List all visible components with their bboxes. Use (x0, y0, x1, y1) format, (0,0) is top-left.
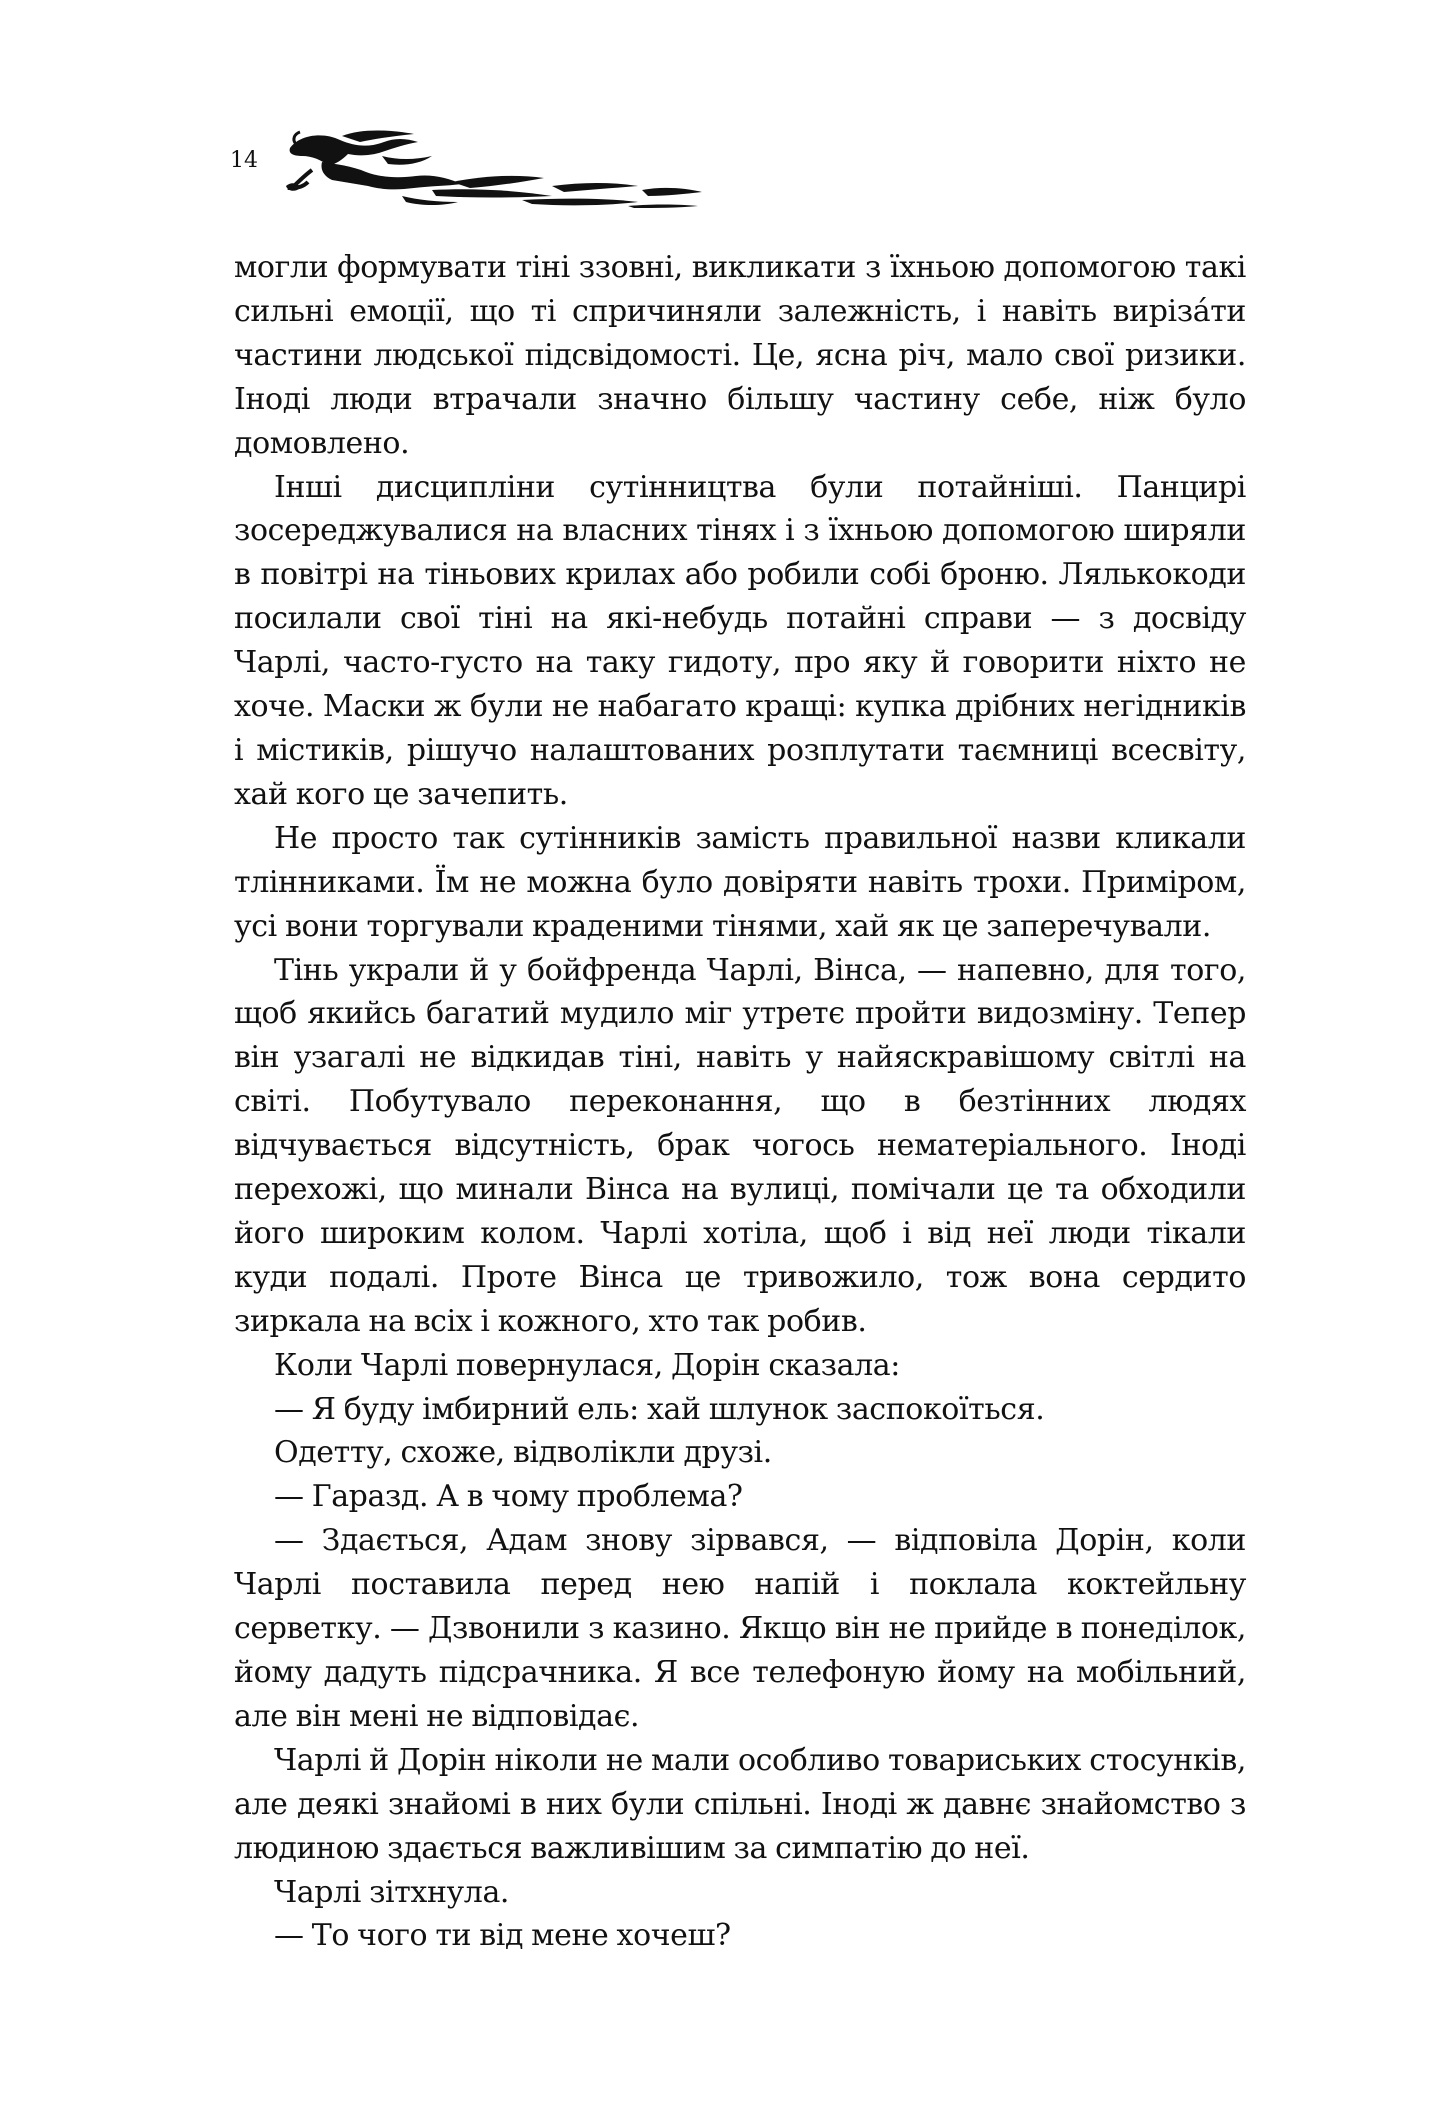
page-number: 14 (230, 148, 258, 173)
paragraph: Коли Чарлі повернулася, Дорін сказала: (274, 1347, 900, 1383)
dialogue-line: — Здається, Адам знову зірвався, — відповіла Дорін, коли Чарлі поставила перед нею напій і поклала коктейльну серветку. — Дзвонили з казино. Якщо він не прийде в понеділок, йому дадуть підсрачника. Я все телефоную йому на мобільний, але він мені не відповідає. (234, 1523, 1246, 1734)
dialogue-line: — Гаразд. А в чому проблема? (274, 1479, 743, 1515)
paragraph: Не просто так сутінників замість правильної назви кликали тлінниками. Їм не можна було довіряти навіть трохи. Приміром, усі вони торгували краденими тінями, хай як це заперечували. (234, 820, 1246, 944)
paragraph: Чарлі зітхнула. (274, 1874, 510, 1910)
body-text (234, 246, 1246, 1958)
flying-silhouette-ornament-icon (282, 126, 762, 210)
paragraph: Інші дисципліни сутінництва були потайніші. Панцирі зосереджувалися на власних тінях і з їхньою допомогою ширяли в повітрі на тіньових крилах або робили собі броню. Лялькокоди посилали свої тіні на які-небудь потайні справи — з досвіду Чарлі, часто-густо на таку гидоту, про яку й говорити ніхто не хоче. Маски ж були не набагато кращі: купка дрібних негідників і містиків, рішучо налаштованих розплутати таємниці всесвіту, хай кого це зачепить. (234, 469, 1246, 812)
dialogue-line: — То чого ти від мене хочеш? (274, 1918, 731, 1954)
dialogue-line: — Я буду імбирний ель: хай шлунок заспокоїться. (274, 1391, 1045, 1427)
page-header (230, 126, 550, 206)
paragraph: Одетту, схоже, відволікли друзі. (274, 1435, 772, 1471)
paragraph: Тінь украли й у бойфренда Чарлі, Вінса, — напевно, для того, щоб якийсь багатий мудило міг утретє пройти видозміну. Тепер він узагалі не відкидав тіні, навіть у найяскравішому світлі на світі. Побутувало переконання, що в безтінних людях відчувається відсутність, брак чогось нематеріального. Іноді перехожі, що минали Вінса на вулиці, помічали це та обходили його широким колом. Чарлі хотіла, щоб і від неї люди тікали куди подалі. Проте Вінса це тривожило, тож вона сердито зиркала на всіх і кожного, хто так робив. (234, 952, 1246, 1339)
paragraph: Чарлі й Дорін ніколи не мали особливо товариських стосунків, але деякі знайомі в них були спільні. Іноді ж давнє знайомство з людиною здається важливішим за симпатію до неї. (234, 1742, 1246, 1866)
paragraph: могли формувати тіні ззовні, викликати з їхньою допомогою такі сильні емоції, що ті спричиняли залежність, і навіть вирізáти частини людської підсвідомості. Це, ясна річ, мало свої ризики. Іноді люди втрачали значно більшу частину себе, ніж було домовлено. (234, 250, 1246, 461)
